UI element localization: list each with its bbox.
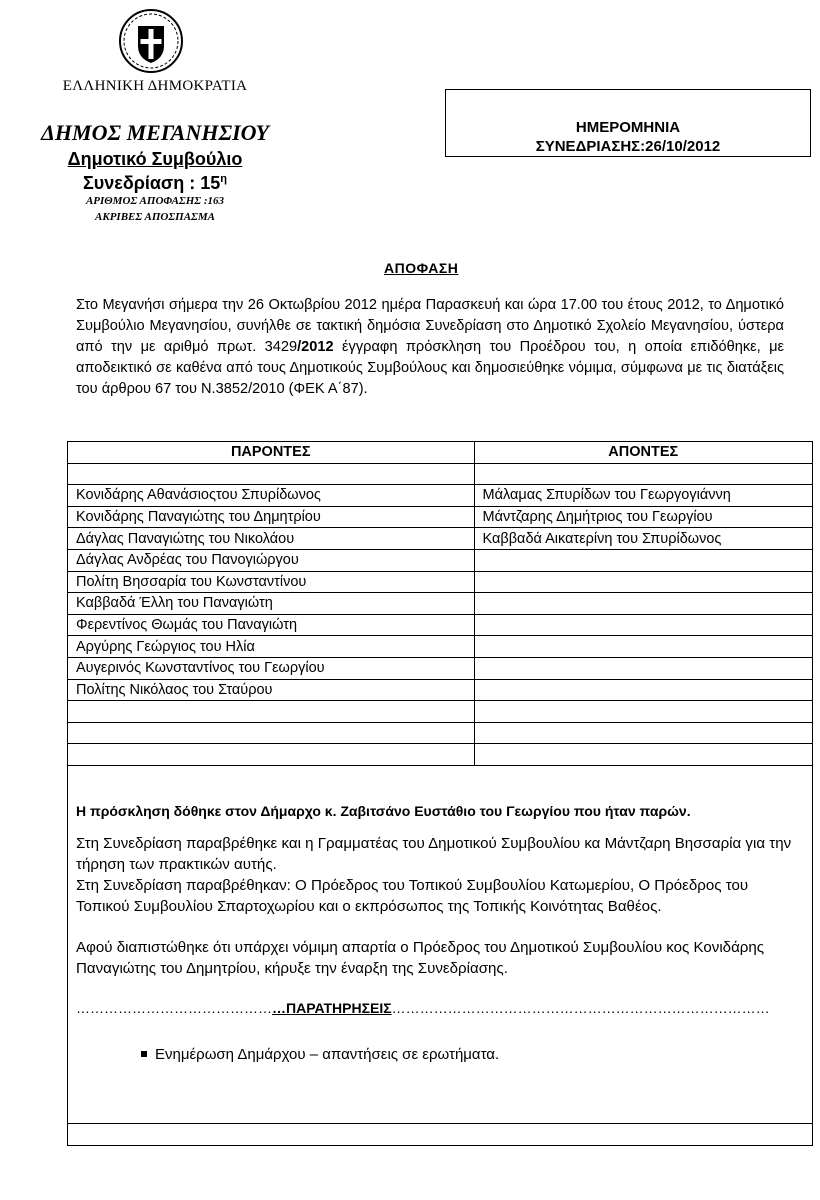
table-row bbox=[68, 614, 812, 636]
table-row bbox=[68, 528, 812, 550]
municipality-name: ΔΗΜΟΣ ΜΕΓΑΝΗΣΙΟΥ bbox=[41, 120, 269, 145]
absent-member-cell bbox=[474, 701, 812, 723]
intro-year-bold: /2012 bbox=[297, 339, 334, 355]
present-header: ΠΑΡΟΝΤΕΣ bbox=[68, 442, 474, 463]
session-date-box bbox=[445, 89, 811, 157]
table-header-row bbox=[68, 442, 812, 463]
present-member-cell: Καββαδά Έλλη του Παναγιώτη bbox=[68, 593, 474, 615]
absent-member-cell bbox=[474, 549, 812, 571]
remarks-heading bbox=[76, 1000, 770, 1016]
present-member-cell: Πολίτη Βησσαρία του Κωνσταντίνου bbox=[68, 571, 474, 593]
absent-member-cell: Καββαδά Αικατερίνη του Σπυρίδωνος bbox=[474, 528, 812, 550]
absent-member-cell bbox=[474, 614, 812, 636]
table-row bbox=[68, 636, 812, 658]
present-member-cell: Πολίτης Νικόλαος του Σταύρου bbox=[68, 679, 474, 701]
present-member-cell bbox=[68, 701, 474, 723]
present-member-cell: Φερεντίνος Θωμάς του Παναγιώτη bbox=[68, 614, 474, 636]
decision-number: ΑΡΙΘΜΟΣ ΑΠΟΦΑΣΗΣ :163 bbox=[85, 195, 225, 207]
attendees-paragraph bbox=[76, 833, 796, 917]
absent-member-cell: Μάλαμας Σπυρίδων του Γεωργογιάννη bbox=[474, 485, 812, 507]
table-row bbox=[68, 722, 812, 744]
attendance-table bbox=[68, 442, 812, 766]
quorum-paragraph: Αφού διαπιστώθηκε ότι υπάρχει νόμιμη απαρτία ο Πρόεδρος του Δημοτικού Συμβουλίου κος Κονιδάρης Παναγιώτης του Δημητρίου, κήρυξε την έναρξη της Συνεδρίασης. bbox=[76, 939, 765, 977]
document-title: ΑΠΟΦΑΣΗ bbox=[384, 260, 459, 276]
table-row bbox=[68, 485, 812, 507]
present-member-cell: Κονιδάρης Παναγιώτης του Δημητρίου bbox=[68, 506, 474, 528]
bottom-divider bbox=[67, 1123, 813, 1124]
invitation-note: Η πρόσκληση δόθηκε στον Δήμαρχο κ. Ζαβιτσάνο Ευστάθιο του Γεωργίου που ήταν παρών. bbox=[76, 803, 691, 819]
intro-paragraph bbox=[76, 295, 784, 400]
session-label: Συνεδρίαση : 15 bbox=[82, 173, 221, 193]
table-row bbox=[68, 701, 812, 723]
local-presidents-line: Στη Συνεδρίαση παραβρέθηκαν: Ο Πρόεδρος του Τοπικού Συμβουλίου Κατωμερίου, Ο Πρόεδρος του Τοπικού Συμβουλίου Σπαρτοχωρίου και ο εκπρόσωπος της Τοπικής Κοινότητας Βαθέος. bbox=[76, 877, 749, 915]
greek-coat-of-arms-icon bbox=[118, 8, 184, 74]
table-row bbox=[68, 506, 812, 528]
excerpt-label: ΑΚΡΙΒΕΣ ΑΠΟΣΠΑΣΜΑ bbox=[95, 211, 215, 223]
absent-member-cell bbox=[474, 463, 812, 485]
absent-member-cell bbox=[474, 636, 812, 658]
present-member-cell: Δάγλας Παναγιώτης του Νικολάου bbox=[68, 528, 474, 550]
table-row bbox=[68, 657, 812, 679]
table-row bbox=[68, 744, 812, 766]
remarks-dots-before: …………………………………… bbox=[76, 1000, 272, 1016]
intro-text-2: έγγραφη πρόσκληση του Προέδρου του, η οποία επιδόθηκε, με αποδεικτικό σε καθένα από τους Δημοτικούς Συμβούλους και δημοσιεύθηκε νόμιμα, σύμφωνα με τις διατάξεις του άρθρου 67 του Ν.3852/2010 (ΦΕΚ Α΄87). bbox=[76, 339, 784, 397]
absent-member-cell bbox=[474, 571, 812, 593]
remarks-dots-after: ……………………………………………………………………… bbox=[391, 1000, 770, 1016]
table-row bbox=[68, 463, 812, 485]
table-row bbox=[68, 593, 812, 615]
table-row bbox=[68, 549, 812, 571]
attendance-rows bbox=[68, 463, 812, 765]
table-row bbox=[68, 679, 812, 701]
present-member-cell: Αργύρης Γεώργιος του Ηλία bbox=[68, 636, 474, 658]
present-member-cell bbox=[68, 722, 474, 744]
session-date: ΣΥΝΕΔΡΙΑΣΗΣ:26/10/2012 bbox=[535, 138, 721, 155]
agenda-item bbox=[141, 1046, 499, 1063]
bullet-icon bbox=[141, 1051, 147, 1057]
absent-member-cell bbox=[474, 679, 812, 701]
absent-header: ΑΠΟΝΤΕΣ bbox=[474, 442, 812, 463]
remarks-title: …ΠΑΡΑΤΗΡΗΣΕΙΣ bbox=[272, 1000, 392, 1016]
present-member-cell: Κονιδάρης Αθανάσιοςτου Σπυρίδωνος bbox=[68, 485, 474, 507]
absent-member-cell bbox=[474, 744, 812, 766]
agenda-item-text: Ενημέρωση Δημάρχου – απαντήσεις σε ερωτήματα. bbox=[155, 1046, 500, 1063]
absent-member-cell bbox=[474, 593, 812, 615]
session-ordinal: η bbox=[220, 173, 227, 185]
intro-text-1: Στο Μεγανήσι σήμερα την 26 Οκτωβρίου 2012 ημέρα Παρασκευή και ώρα 17.00 του έτους 2012, το Δημοτικό Συμβούλιο Μεγανησίου, συνήλθε σε τακτική δημόσια Συνεδρίαση στο Δημοτικό Σχολείο Μεγανησίου, ύστερα από την με αριθμό πρωτ. 3429 bbox=[76, 297, 784, 355]
date-label: ΗΜΕΡΟΜΗΝΙΑ bbox=[575, 119, 681, 136]
table-row bbox=[68, 571, 812, 593]
absent-member-cell bbox=[474, 657, 812, 679]
session-number bbox=[20, 173, 290, 194]
attendance-frame bbox=[67, 441, 813, 1146]
absent-member-cell: Μάντζαρης Δημήτριος του Γεωργίου bbox=[474, 506, 812, 528]
present-member-cell: Αυγερινός Κωνσταντίνος του Γεωργίου bbox=[68, 657, 474, 679]
present-member-cell: Δάγλας Ανδρέας του Πανογιώργου bbox=[68, 549, 474, 571]
secretary-line: Στη Συνεδρίαση παραβρέθηκε και η Γραμματέας του Δημοτικού Συμβουλίου κα Μάντζαρη Βησσαρία για την τήρηση των πρακτικών αυτής. bbox=[76, 835, 792, 873]
present-member-cell bbox=[68, 463, 474, 485]
present-member-cell bbox=[68, 744, 474, 766]
absent-member-cell bbox=[474, 722, 812, 744]
republic-label: ΕΛΛΗΝΙΚΗ ΔΗΜΟΚΡΑΤΙΑ bbox=[62, 78, 248, 94]
council-name: Δημοτικό Συμβούλιο bbox=[67, 149, 243, 169]
